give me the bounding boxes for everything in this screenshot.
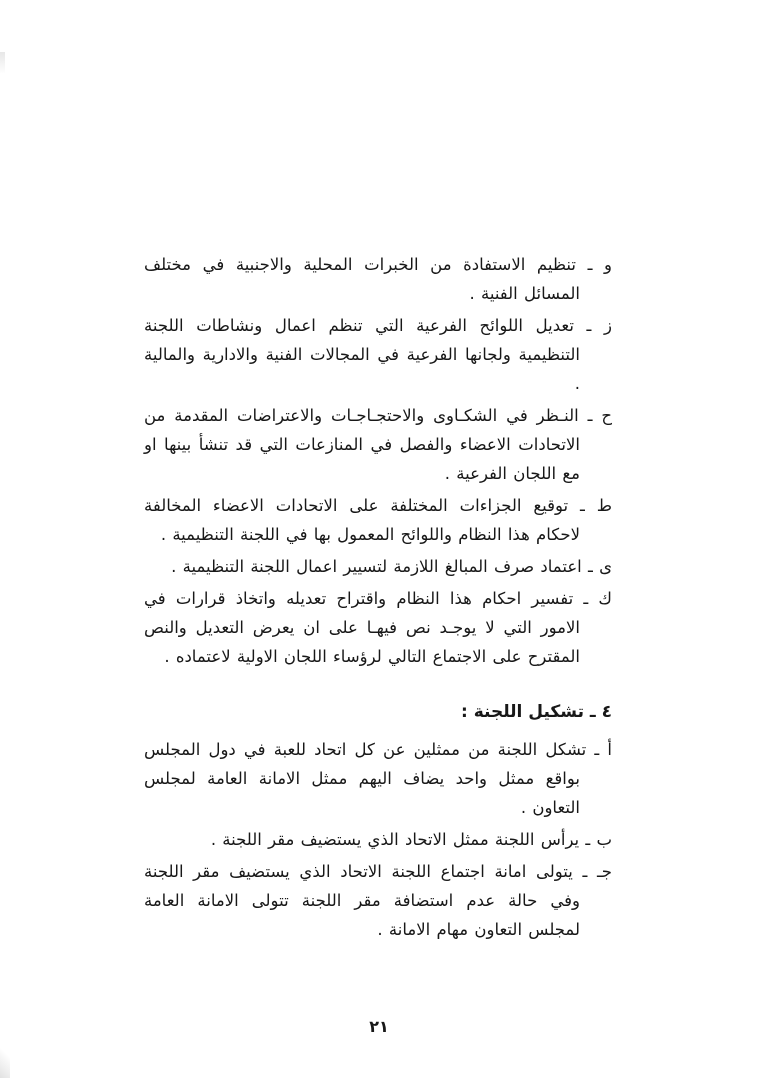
- scan-artifact: [0, 52, 5, 74]
- scan-artifact: [0, 1044, 10, 1078]
- section-item-alef: أ ـ تشكل اللجنة من ممثلين عن كل اتحاد للعبة في دول المجلس بواقع ممثل واحد يضاف اليهم ممثل الامانة العامة لمجلس التعاون .: [144, 740, 612, 817]
- section-heading: ٤ ـ تشكيل اللجنة :: [460, 702, 612, 722]
- list-item-kaf: ك ـ تفسير احكام هذا النظام واقتراح تعديله واتخاذ قرارات في الامور التي لا يوجـد نص فيهـا على ان يعرض التعديل والنص المقترح على الاجتماع التالي لرؤساء اللجان الاولية لاعتماده .: [144, 589, 612, 666]
- section-item-jim: جـ ـ يتولى امانة اجتماع اللجنة الاتحاد الذي يستضيف مقر اللجنة وفي حالة عدم استضافة مقر اللجنة تتولى الامانة العامة لمجلس التعاون مهام الامانة .: [144, 862, 612, 939]
- list-item-ya: ى ـ اعتماد صرف المبالغ اللازمة لتسيير اعمال اللجنة التنظيمية .: [171, 557, 612, 576]
- page-number: ٢١: [369, 1017, 389, 1036]
- list-item-zay: ز ـ تعديل اللوائح الفرعية التي تنظم اعمال ونشاطات اللجنة التنظيمية ولجانها الفرعية في المجالات الفنية والادارية والمالية .: [144, 316, 612, 393]
- list-item-waw: و ـ تنظيم الاستفادة من الخبرات المحلية والاجنبية في مختلف المسائل الفنية .: [144, 255, 612, 303]
- list-item-ta: ط ـ توقيع الجزاءات المختلفة على الاتحادات الاعضاء المخالفة لاحكام هذا النظام واللوائح المعمول بها في اللجنة التنظيمية .: [144, 496, 612, 544]
- text-block: [144, 250, 612, 947]
- section-item-ba: ب ـ يرأس اللجنة ممثل الاتحاد الذي يستضيف مقر اللجنة .: [210, 830, 612, 849]
- list-item-ha: ح ـ النـظر في الشكـاوى والاحتجـاجـات والاعتراضات المقدمة من الاتحادات الاعضاء والفصل في المنازعات التي قد تنشأ بينها او مع اللجان الفرعية .: [144, 406, 612, 483]
